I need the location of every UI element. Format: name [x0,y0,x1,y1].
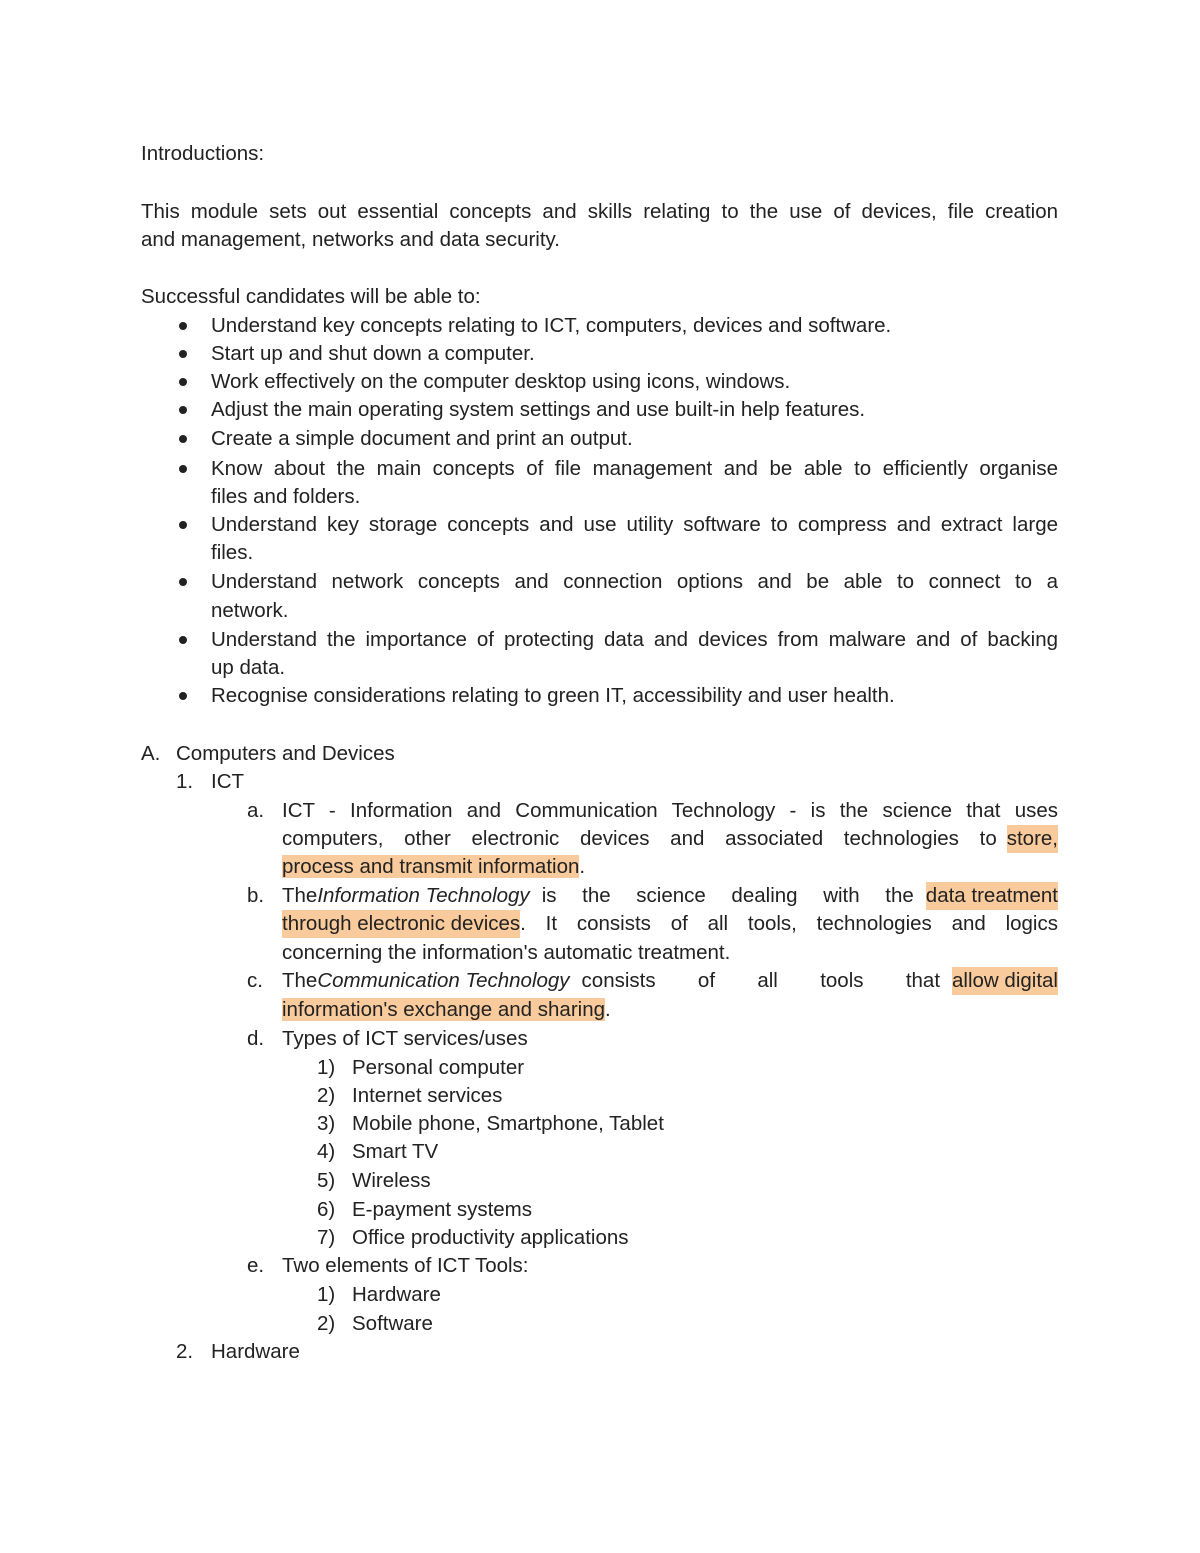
list-item-continuation: up data. [211,656,286,679]
list-item: Understand the importance of protecting data and devices from malware and of backing [211,628,1058,651]
sub-item-title: Types of ICT services/uses [282,1027,528,1050]
candidates-heading: Successful candidates will be able to: [141,285,481,308]
bullet-dot-icon [179,692,187,700]
list-item: Internet services [352,1084,503,1107]
list-item: Mobile phone, Smartphone, Tablet [352,1112,664,1135]
sub-item-marker: b. [247,884,265,907]
ict-definition-line-3 [282,853,585,881]
list-item: Understand network concepts and connection options and be able to connect to a [211,570,1058,593]
numbered-marker: 1) [317,1056,336,1079]
highlighted-text: store, [1007,825,1058,853]
numbered-marker: 6) [317,1198,336,1221]
highlighted-text: through electronic devices [282,910,520,938]
list-item: Software [352,1312,433,1335]
section-marker: A. [141,742,161,765]
bullet-dot-icon [179,378,187,386]
text-segment: The [282,884,318,907]
bullet-dot-icon [179,406,187,414]
list-item: Understand key storage concepts and use utility software to compress and extract large [211,513,1058,536]
list-item: Work effectively on the computer desktop using icons, windows. [211,370,791,393]
highlighted-text: information's exchange and sharing [282,998,606,1021]
text-segment: is the science dealing with the [541,884,914,907]
highlighted-text: allow digital [952,967,1058,995]
list-item: Create a simple document and print an output. [211,427,633,450]
sub-item-marker: a. [247,799,265,822]
list-item: Recognise considerations relating to green IT, accessibility and user health. [211,684,895,707]
sub-item-marker: c. [247,969,263,992]
list-item: Know about the main concepts of file management and be able to efficiently organise [211,457,1058,480]
bullet-dot-icon [179,636,187,644]
list-item: Wireless [352,1169,431,1192]
item-title: Hardware [211,1340,300,1363]
bullet-dot-icon [179,350,187,358]
list-item: Personal computer [352,1056,525,1079]
ct-definition-line-1 [282,967,1058,995]
list-item-continuation: files. [211,541,254,564]
list-item: Understand key concepts relating to ICT, computers, devices and software. [211,314,892,337]
italic-term: Communication Technology [317,969,570,992]
ct-definition-line-2 [282,996,611,1024]
numbered-marker: 2) [317,1312,336,1335]
it-definition-line-2 [282,910,1058,938]
numbered-marker: 5) [317,1169,336,1192]
bullet-dot-icon [179,465,187,473]
punctuation: . [605,998,611,1021]
bullet-dot-icon [179,521,187,529]
section-title: Computers and Devices [176,742,395,765]
list-item: Smart TV [352,1140,439,1163]
ict-definition-line-2 [282,825,1058,853]
text-segment: consists of all tools that [581,969,941,992]
module-description-line-1: This module sets out essential concepts and skills relating to the use of devices, file creation [141,200,1058,223]
highlighted-text: process and transmit information [282,855,580,878]
list-item-continuation: files and folders. [211,485,361,508]
it-definition-line-3: concerning the information's automatic treatment. [282,941,731,964]
ict-definition-line-1: ICT - Information and Communication Technology - is the science that uses [282,799,1058,822]
bullet-dot-icon [179,578,187,586]
sub-item-marker: d. [247,1027,265,1050]
list-item: E-payment systems [352,1198,532,1221]
module-description-line-2: and management, networks and data security. [141,228,560,251]
bullet-dot-icon [179,435,187,443]
list-item-continuation: network. [211,599,289,622]
text-segment: . It consists of all tools, technologies and logics [520,912,1058,935]
italic-term: Information Technology [317,884,530,907]
numbered-marker: 2) [317,1084,336,1107]
item-title: ICT [211,770,245,793]
it-definition-line-1 [282,882,1058,910]
sub-item-title: Two elements of ICT Tools: [282,1254,529,1277]
list-item: Office productivity applications [352,1226,629,1249]
ict-definition-text: computers, other electronic devices and associated technologies to [282,827,997,850]
bullet-dot-icon [179,322,187,330]
list-item: Adjust the main operating system settings and use built-in help features. [211,398,866,421]
highlighted-text: data treatment [926,882,1058,910]
item-marker: 1. [176,770,194,793]
item-marker: 2. [176,1340,194,1363]
numbered-marker: 7) [317,1226,336,1249]
punctuation: . [579,855,586,878]
sub-item-marker: e. [247,1254,265,1277]
numbered-marker: 3) [317,1112,336,1135]
intro-heading: Introductions: [141,142,265,165]
list-item: Hardware [352,1283,441,1306]
list-item: Start up and shut down a computer. [211,342,535,365]
numbered-marker: 4) [317,1140,336,1163]
numbered-marker: 1) [317,1283,336,1306]
text-segment: The [282,969,318,992]
